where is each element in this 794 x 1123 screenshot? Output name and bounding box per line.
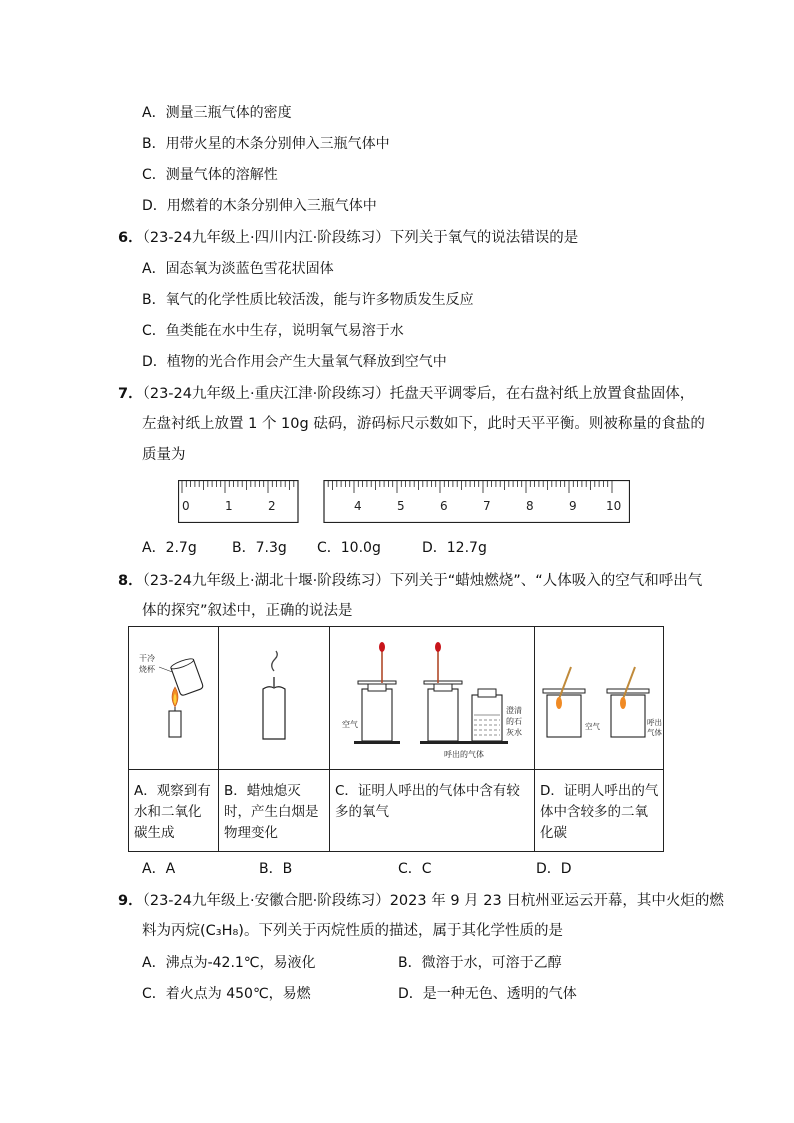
- q6-stem-text: （23-24九年级上·四川内江·阶段练习）下列关于氧气的说法错误的是: [142, 230, 579, 246]
- q7-option-a: A．2.7g: [142, 540, 197, 556]
- q7-option-d: D．12.7g: [422, 540, 487, 556]
- q7-stem-line1: [118, 384, 694, 404]
- label-limewater-1: 澄清: [506, 706, 522, 715]
- q8-cell-d-text: D．证明人呼出的气体中含较多的二氧化碳: [540, 783, 659, 841]
- q6-number: 6．: [118, 230, 143, 246]
- q7-stem-line3: 质量为: [142, 447, 186, 463]
- q8-cell-b-text: B．蜡烛熄灭时，产生白烟是物理变化: [224, 783, 319, 841]
- q8-stem-line1: [118, 571, 702, 591]
- q5-option-d: D．用燃着的木条分别伸入三瓶气体中: [142, 198, 377, 214]
- label-air: 空气: [342, 720, 358, 729]
- q9-stem-line2: 料为丙烷(C₃H₈)。下列关于丙烷性质的描述，属于其化学性质的是: [142, 923, 563, 939]
- q7-stem-text-1: （23-24九年级上·重庆江津·阶段练习）托盘天平调零后，在右盘衬纸上放置食盐固体，: [142, 386, 695, 402]
- ruler-tick-label: 1: [225, 499, 233, 513]
- q8-option-c: C．C: [398, 861, 432, 877]
- q6-stem: [118, 228, 578, 248]
- q7-option-c: C．10.0g: [317, 540, 381, 556]
- rider-weight: [298, 480, 324, 523]
- label-limewater-2: 的石: [506, 717, 522, 726]
- q6-option-d: D．植物的光合作用会产生大量氧气释放到空气中: [142, 354, 447, 370]
- gas-bottles-match-icon: [330, 627, 534, 769]
- q9-option-a: A．沸点为-42.1℃，易液化: [142, 955, 316, 971]
- ruler-tick-label: 4: [354, 499, 362, 513]
- label-air-d: 空气: [585, 722, 600, 731]
- label-beaker: 烧杯: [139, 665, 155, 674]
- q9-option-d: D．是一种无色、透明的气体: [398, 986, 577, 1002]
- q8-option-d: D．D: [536, 861, 572, 877]
- q8-cell-d: [535, 627, 663, 851]
- label-dry-cold: 干冷: [139, 654, 155, 663]
- q9-option-b: B．微溶于水，可溶于乙醇: [398, 955, 562, 971]
- extinguished-candle-icon: [219, 627, 329, 769]
- ruler-tick-label: 0: [182, 499, 190, 513]
- q7-number: 7．: [118, 386, 143, 402]
- q8-cell-a: [129, 627, 219, 851]
- q7-stem-line2: 左盘衬纸上放置 1 个 10g 砝码，游码标尺示数如下，此时天平平衡。则被称量的食盐的: [142, 416, 705, 432]
- q8-number: 8．: [118, 573, 143, 589]
- q6-option-b: B．氧气的化学性质比较活泼，能与许多物质发生反应: [142, 292, 474, 308]
- q6-option-c: C．鱼类能在水中生存，说明氧气易溶于水: [142, 323, 404, 339]
- q8-cell-c-text: C．证明人呼出的气体中含有较多的氧气: [335, 783, 520, 820]
- ruler-tick-label: 9: [569, 499, 577, 513]
- q8-figure-table: [128, 626, 664, 852]
- q9-number: 9．: [118, 893, 143, 909]
- q8-stem-line2: 体的探究”叙述中，正确的说法是: [142, 603, 353, 619]
- q6-option-a: A．固态氧为淡蓝色雪花状固体: [142, 261, 334, 277]
- label-exhaled-gas: 呼出的气体: [444, 750, 484, 759]
- ruler-tick-label: 6: [440, 499, 448, 513]
- q8-cell-b: [219, 627, 330, 851]
- q9-option-c: C．着火点为 450℃，易燃: [142, 986, 311, 1002]
- q7-option-b: B．7.3g: [232, 540, 287, 556]
- q8-option-b: B．B: [259, 861, 293, 877]
- q8-cell-c: [330, 627, 535, 851]
- q9-stem-text-1: （23-24九年级上·安徽合肥·阶段练习）2023 年 9 月 23 日杭州亚运云开幕，其中火炬的燃: [142, 893, 724, 909]
- ruler-tick-label: 5: [397, 499, 405, 513]
- ruler-tick-label: 7: [483, 499, 491, 513]
- q5-option-b: B．用带火星的木条分别伸入三瓶气体中: [142, 136, 390, 152]
- q5-option-a: A．测量三瓶气体的密度: [142, 105, 292, 121]
- label-limewater-3: 灰水: [506, 728, 522, 737]
- q8-option-a: A．A: [142, 861, 176, 877]
- q8-stem-text-1: （23-24九年级上·湖北十堰·阶段练习）下列关于“蜡烛燃烧”、“人体吸入的空气和呼出气: [142, 573, 703, 589]
- ruler-tick-label: 10: [606, 499, 622, 513]
- candle-cup-icon: [129, 627, 218, 769]
- burning-stick-bottles-icon: [535, 627, 663, 769]
- ruler-tick-label: 8: [526, 499, 534, 513]
- q5-option-c: C．测量气体的溶解性: [142, 167, 278, 183]
- q8-cell-a-text: A．观察到有水和二氧化碳生成: [134, 783, 211, 841]
- label-exhaled-d-1: 呼出: [647, 718, 662, 727]
- q9-stem-line1: [118, 891, 724, 911]
- rider-ruler-figure: [178, 480, 630, 523]
- label-exhaled-d-2: 气体: [647, 728, 662, 737]
- ruler-tick-label: 2: [268, 499, 276, 513]
